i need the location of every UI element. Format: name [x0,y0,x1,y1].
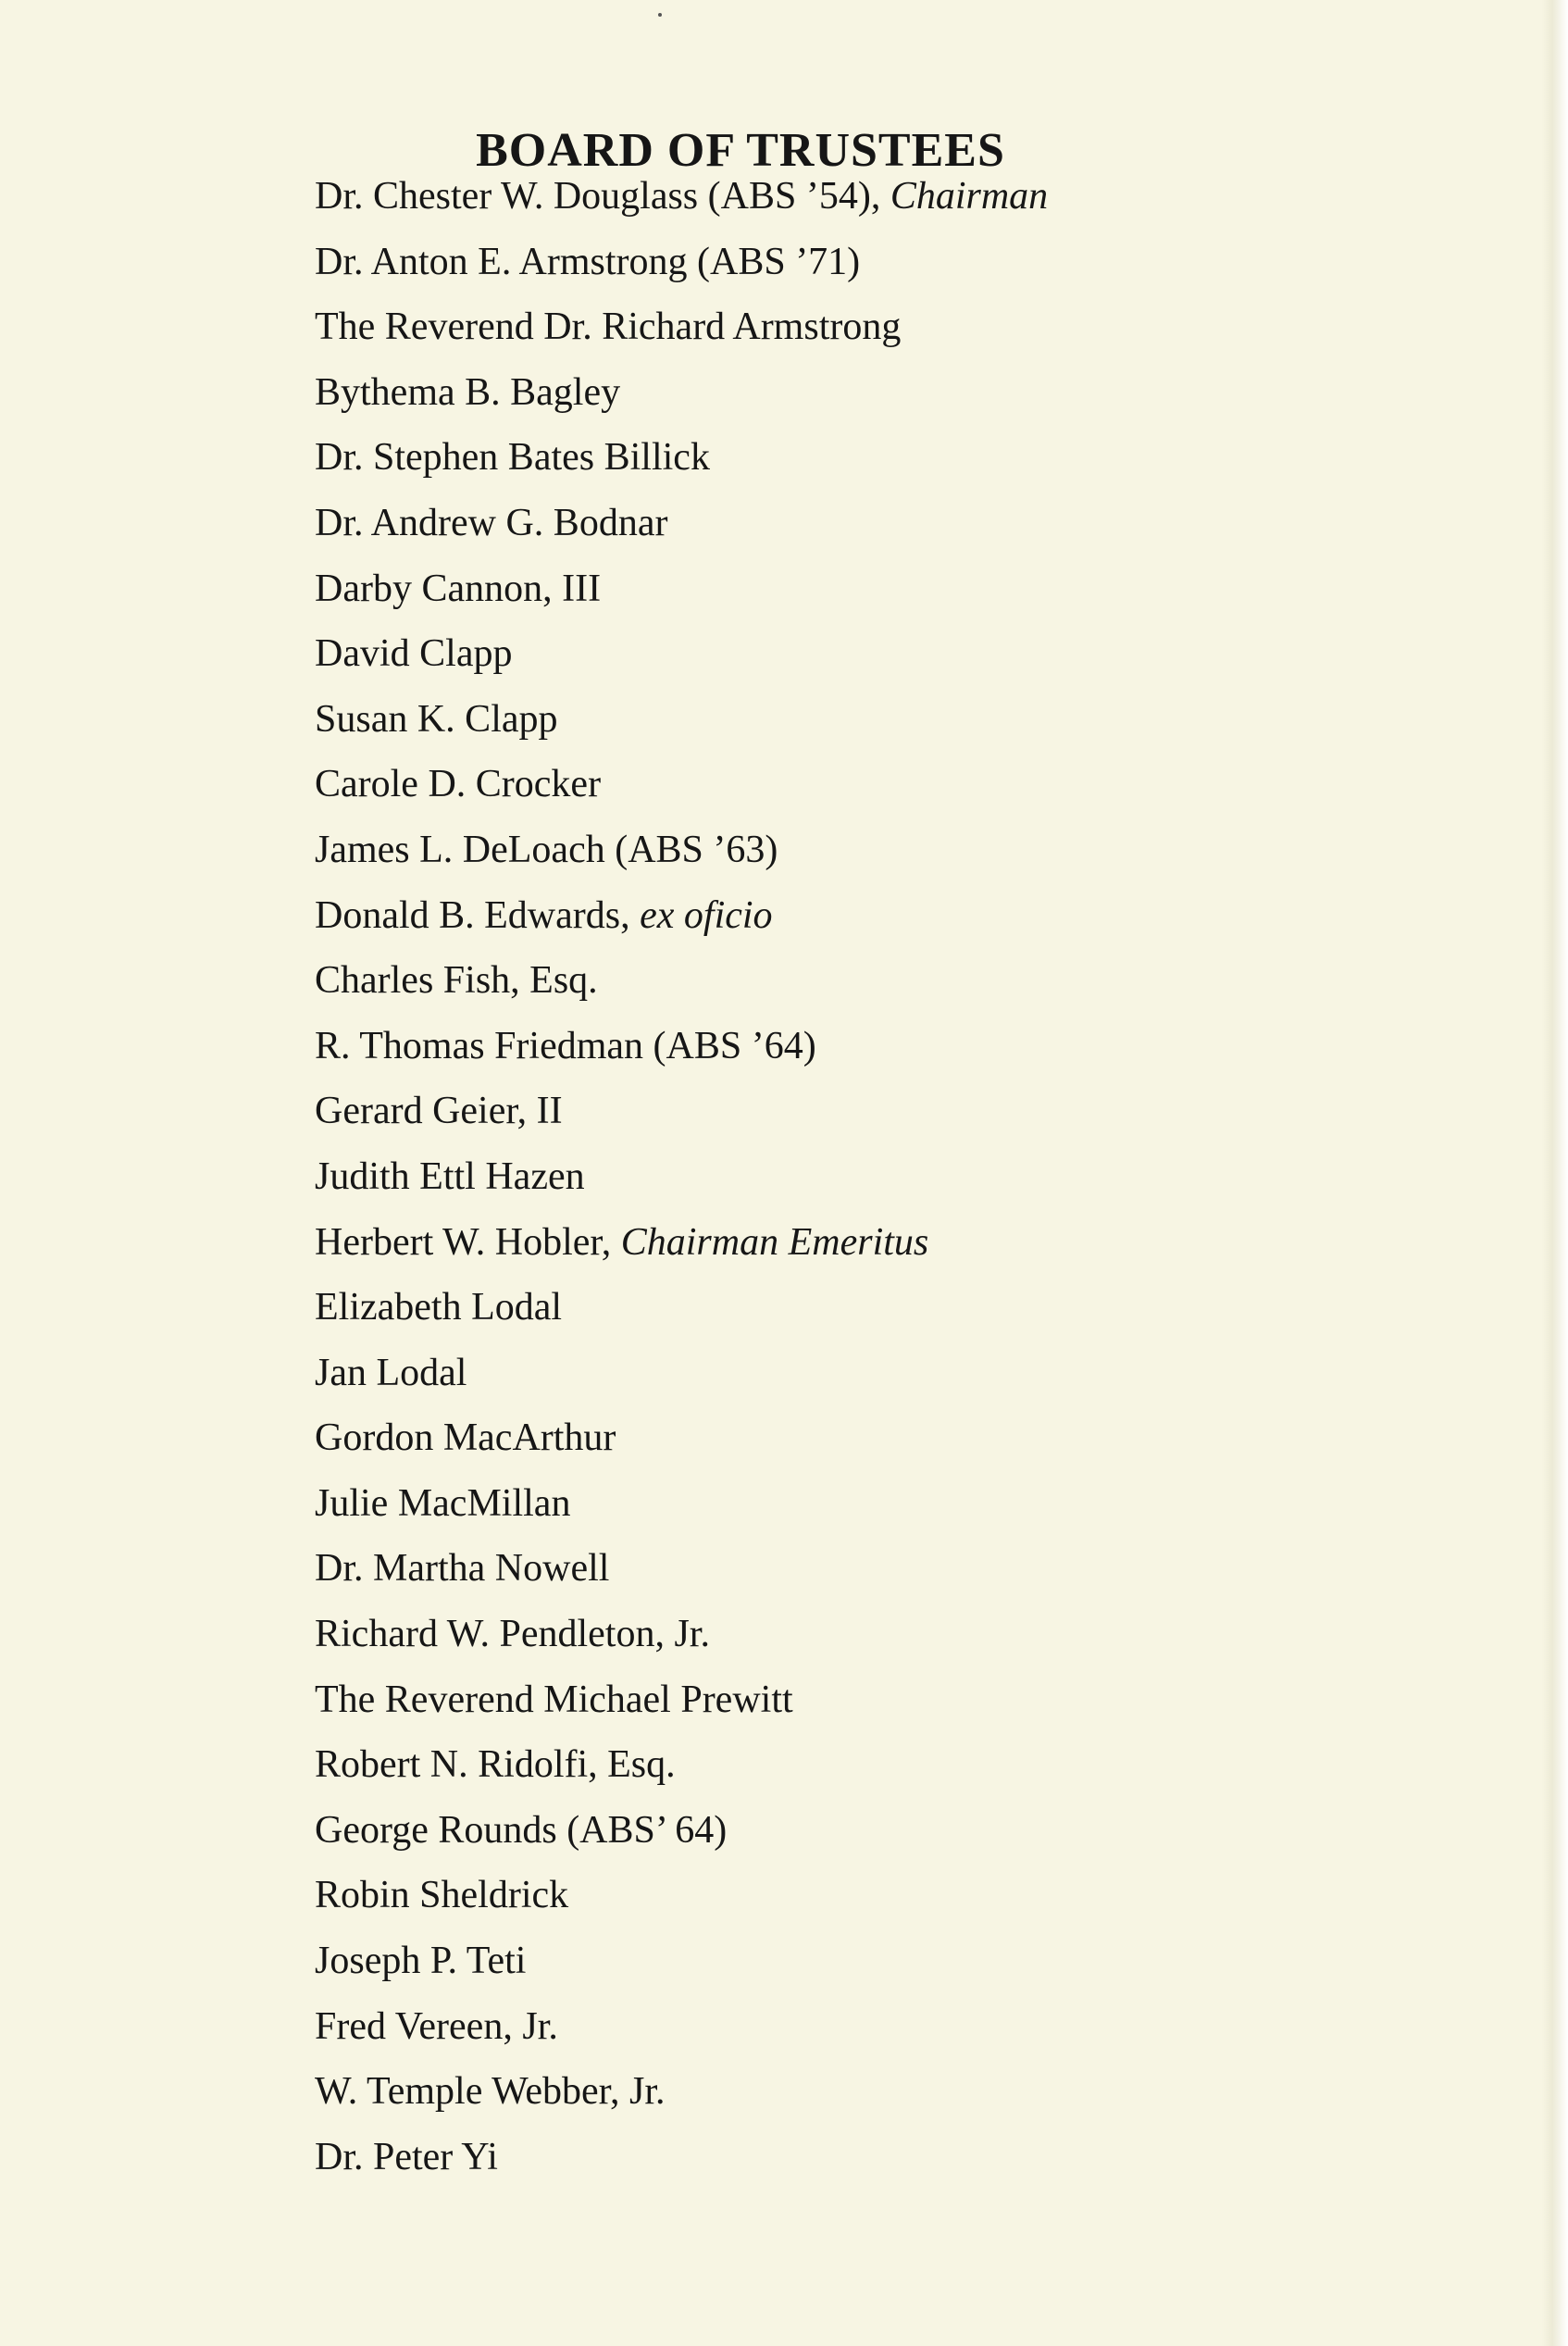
trustee-item [315,1345,1048,1411]
trustee-item [315,495,1048,561]
trustee-name: W. Temple Webber, Jr. [315,2070,666,2114]
trustee-name: Elizabeth Lodal [315,1286,563,1329]
trustee-item [315,365,1048,431]
trustee-name: Fred Vereen, Jr. [315,2004,558,2048]
trustee-name: Joseph P. Teti [315,1940,527,1983]
trustee-item [315,1410,1048,1476]
trustee-item [315,626,1048,692]
page-edge [1542,0,1568,2346]
trustee-list [315,168,1048,2194]
trustee-name: The Reverend Michael Prewitt [315,1678,793,1721]
trustee-name: Julie MacMillan [315,1481,571,1525]
trustee-name: Donald B. Edwards, [315,893,641,937]
trustee-name: Dr. Stephen Bates Billick [315,436,710,480]
trustee-item [315,1606,1048,1672]
trustee-name: Dr. Andrew G. Bodnar [315,501,668,544]
trustee-item [315,888,1048,954]
trustee-item [315,1083,1048,1149]
trustee-item [315,1149,1048,1215]
trustee-item [315,168,1048,234]
trustee-item [315,1672,1048,1738]
trustee-item [315,1933,1048,1999]
trustee-item [315,1541,1048,1606]
trustee-item [315,1279,1048,1345]
trustee-name: Bythema B. Bagley [315,370,621,414]
trustee-name: Dr. Chester W. Douglass (ABS ’54), [315,175,890,218]
trustee-name: Jan Lodal [315,1351,467,1394]
trustee-item [315,1737,1048,1803]
trustee-name: Richard W. Pendleton, Jr. [315,1613,710,1656]
trustee-item [315,299,1048,365]
trustee-item [315,1215,1048,1280]
trustee-name: David Clapp [315,632,513,676]
trustee-item [315,756,1048,822]
trustee-name: Dr. Martha Nowell [315,1547,610,1591]
trustee-name: Dr. Anton E. Armstrong (ABS ’71) [315,240,861,283]
trustee-name: Gordon MacArthur [315,1416,616,1460]
trustee-name: Judith Ettl Hazen [315,1154,585,1198]
trustee-role: Chairman Emeritus [620,1220,929,1264]
trustee-name: Charles Fish, Esq. [315,959,598,1003]
trustee-item [315,692,1048,757]
trustee-name: Gerard Geier, II [315,1090,563,1133]
trustee-item [315,1803,1048,1868]
trustee-role: Chairman [890,175,1049,218]
page-title: BOARD OF TRUSTEES [476,123,1005,177]
trustee-name: Susan K. Clapp [315,697,558,741]
trustee-name: Robert N. Ridolfi, Esq. [315,1743,676,1787]
trustee-item [315,822,1048,888]
trustee-name: The Reverend Dr. Richard Armstrong [315,306,902,349]
trustee-role: ex oficio [640,893,773,937]
trustee-item [315,1476,1048,1541]
trustee-item [315,2129,1048,2195]
trustee-item [315,953,1048,1018]
trustee-item [315,561,1048,627]
trustee-name: Herbert W. Hobler, [315,1220,621,1264]
trustee-item [315,1867,1048,1933]
trustee-item [315,1999,1048,2065]
trustee-item [315,430,1048,495]
trustee-name: Darby Cannon, III [315,567,602,610]
trustee-name: R. Thomas Friedman (ABS ’64) [315,1024,816,1067]
trustee-item [315,234,1048,300]
paper-speck [658,13,662,17]
trustee-name: Carole D. Crocker [315,763,602,806]
trustee-name: George Rounds (ABS’ 64) [315,1808,728,1852]
trustee-name: Dr. Peter Yi [315,2135,498,2178]
trustee-item [315,1018,1048,1084]
trustee-item [315,2064,1048,2129]
trustee-name: James L. DeLoach (ABS ’63) [315,828,778,871]
trustee-name: Robin Sheldrick [315,1874,569,1917]
